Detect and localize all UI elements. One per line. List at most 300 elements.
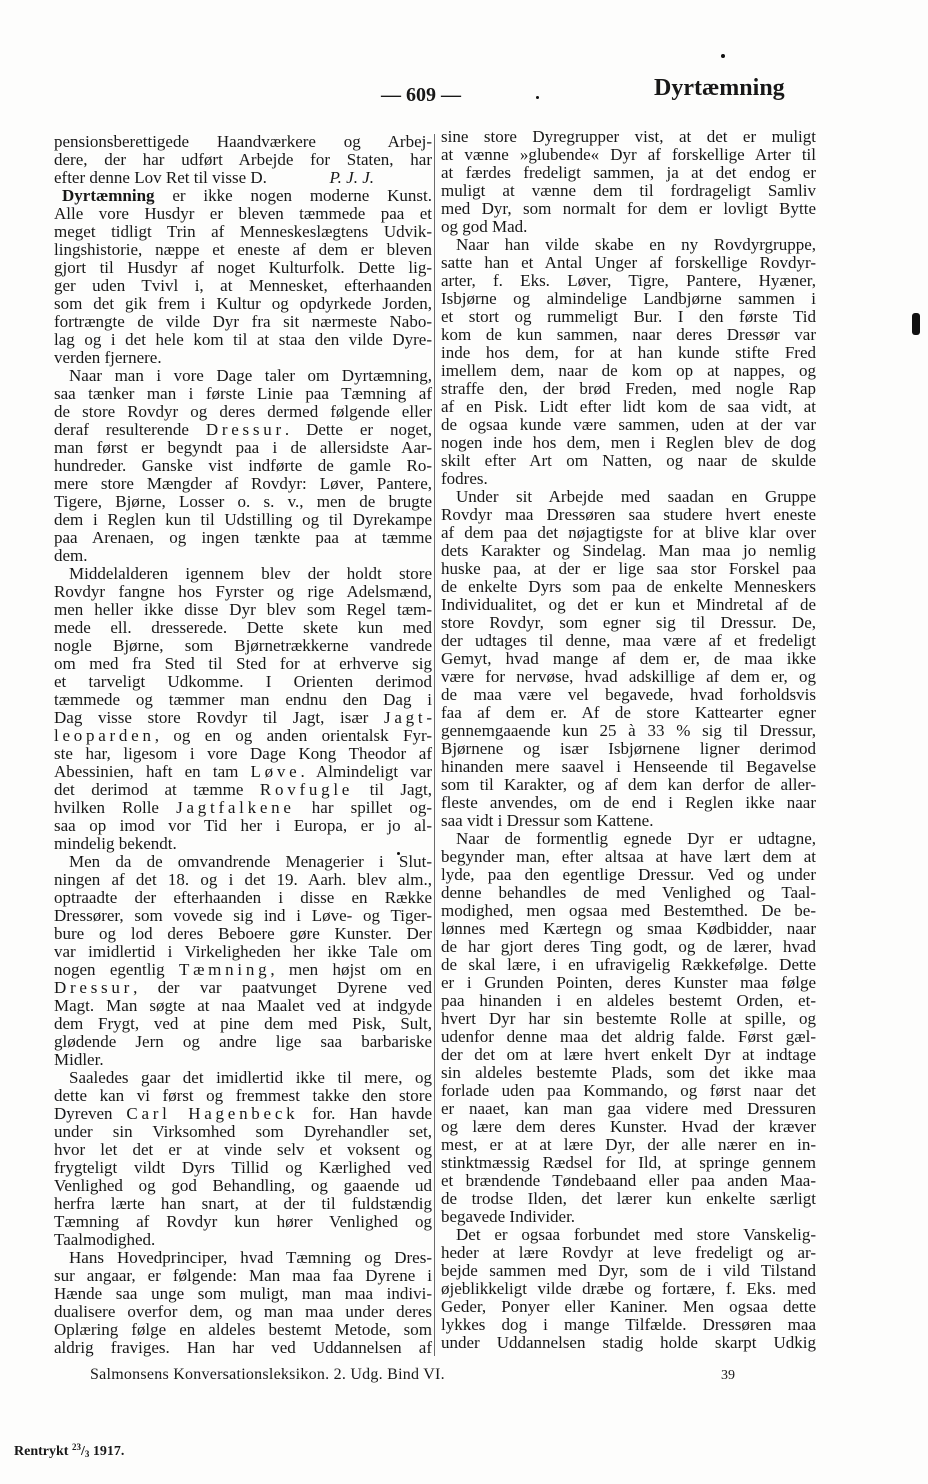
text-line xyxy=(441,578,816,596)
text-run: lønnes med Kærtegn og smaa Kødbidder, naar xyxy=(441,919,816,938)
paragraph xyxy=(54,1249,432,1357)
text-line xyxy=(441,632,816,650)
text-run: dem Frygt, ved at pine dem med Pisk, Sult, xyxy=(54,1014,432,1033)
text-line xyxy=(54,637,432,655)
text-run: imellem dem, naar de kom op at nappes, og xyxy=(441,361,816,380)
text-line xyxy=(54,907,432,925)
text-run: denne behandles de med Venlighed og Taal- xyxy=(441,883,816,902)
text-line xyxy=(54,853,432,871)
text-run: lyde, paa den egentlige Dressur. Ved og under xyxy=(441,865,816,884)
text-run: nogen inde hos dem, men i Reglen blev de dog xyxy=(441,433,816,452)
text-line xyxy=(441,1136,816,1154)
text-run: Dressører, som vovede sig ind i Løve- og Tiger- xyxy=(54,906,432,925)
text-run: under sin Virksomhed som Dyrehandler set, xyxy=(54,1122,432,1141)
text-run: et brændende Tøndebaand eller paa anden Maa- xyxy=(441,1171,816,1190)
spaced-emphasis: Jagtfalkene xyxy=(176,798,295,817)
text-run: til Jagt, xyxy=(353,780,432,799)
text-run: være for nervøse, hvad adskillige af dem er, og xyxy=(441,667,816,686)
paragraph xyxy=(54,1069,432,1249)
text-line xyxy=(441,812,816,830)
text-line xyxy=(54,1177,432,1195)
text-run: Men da de omvandrende Menagerier i Slut- xyxy=(69,852,432,871)
text-line xyxy=(441,398,816,416)
text-run: Middelalderen igennem blev der holdt store xyxy=(69,564,432,583)
text-run: Gemyt, hvad mange af dem er, de maa ikke xyxy=(441,649,816,668)
text-run: arter, f. Eks. Løver, Tigre, Pantere, Hyæner, xyxy=(441,271,816,290)
text-line xyxy=(54,763,432,781)
text-run: Det er ogsaa forbundet med store Vanskelig- xyxy=(456,1225,816,1244)
text-line xyxy=(441,740,816,758)
text-run: det derimod at tæmme xyxy=(54,780,260,799)
text-run: Taalmodighed. xyxy=(54,1230,156,1249)
text-line xyxy=(54,367,432,385)
text-line xyxy=(441,1244,816,1262)
text-run: hundreder. Ganske vist indførte de gamle Ro- xyxy=(54,456,432,475)
text-run: og god Mad. xyxy=(441,217,528,236)
text-run: ger uden Tvivl i, at Mennesket, efterhaanden xyxy=(54,276,432,295)
text-run: begavede Individer. xyxy=(441,1207,576,1226)
text-line xyxy=(54,529,432,547)
text-run: hvilken Rolle xyxy=(54,798,177,817)
text-run: Under sit Arbejde med saadan en Gruppe xyxy=(456,487,816,506)
text-line xyxy=(441,1316,816,1334)
text-run: Naar de formentlig egnede Dyr er udtagne, xyxy=(456,829,816,848)
text-run: de maa være vel begavede, hvad forholdsvis xyxy=(441,685,816,704)
text-line xyxy=(441,524,816,542)
text-line xyxy=(441,1334,816,1352)
text-run: skilt efter Art om Natten, og naar de skulde xyxy=(441,451,816,470)
text-run: Tigere, Bjørne, Losser o. s. v., men de brugte xyxy=(54,492,432,511)
text-line xyxy=(441,866,816,884)
text-line xyxy=(441,1298,816,1316)
text-line xyxy=(441,884,816,902)
text-run: pensionsberettigede Haandværkere og Arbej- xyxy=(54,132,432,151)
text-line xyxy=(441,380,816,398)
text-line xyxy=(441,542,816,560)
text-run: faa af dem er. Af de store Kattearter egner xyxy=(441,703,816,722)
text-line xyxy=(441,128,816,146)
text-line xyxy=(54,457,432,475)
text-line xyxy=(54,943,432,961)
text-run: Tæmning af Rovdyr kun hører Venlighed og xyxy=(54,1212,432,1231)
paragraph xyxy=(441,128,816,236)
paragraph xyxy=(54,187,432,367)
text-line xyxy=(441,218,816,236)
text-run: ningen af det 18. og i det 19. Aarh. blev alm., xyxy=(54,870,432,889)
text-run: Geder, Ponyer eller Kaniner. Men ogsaa dette xyxy=(441,1297,816,1316)
spaced-emphasis: Jagt xyxy=(383,708,427,727)
text-run: dets Karakter og Sindelag. Man maa jo nemlig xyxy=(441,541,816,560)
text-run: - xyxy=(426,708,432,727)
text-line xyxy=(54,709,432,727)
text-run: Oplæring følge en aldeles bestemt Metode, som xyxy=(54,1320,432,1339)
text-line xyxy=(441,560,816,578)
text-run: paa hinanden i en aldeles bestemt Orden, et- xyxy=(441,991,816,1010)
text-line xyxy=(441,434,816,452)
text-run: under Uddannelsen stadig holde skarpt Udkig xyxy=(441,1333,816,1352)
text-line xyxy=(54,331,432,349)
text-run: lag og i det hele kom til at staa den vilde Dyre- xyxy=(54,330,432,349)
text-line xyxy=(54,493,432,511)
text-run: lykkes dog i mange Tilfælde. Dressøren maa xyxy=(441,1315,816,1334)
text-run: Rovdyr fangne hos Fyrster og rige Adelsmænd, xyxy=(54,582,432,601)
text-line xyxy=(441,1028,816,1046)
text-run: mest, er at at lære Dyr, der alle nærer en in- xyxy=(441,1135,816,1154)
text-line xyxy=(441,488,816,506)
text-run: mede ell. dresserede. Dette skete kun med xyxy=(54,618,432,637)
text-run: . Dette er noget, xyxy=(284,420,432,439)
text-run: de trodse Ilden, det lærer kun enkelte særligt xyxy=(441,1189,816,1208)
text-run: begynder man, efter altsaa at have lært dem at xyxy=(441,847,816,866)
spaced-emphasis: Dressur xyxy=(54,978,134,997)
text-run: glødende Jern og andre lige saa barbariske xyxy=(54,1032,432,1051)
text-line xyxy=(441,470,816,488)
text-run: de skal lære, i en ufravigelig Rækkefølge. Dette xyxy=(441,955,816,974)
text-run: deraf resulterende xyxy=(54,420,206,439)
sheet-number: 39 xyxy=(721,1368,735,1383)
text-line xyxy=(54,205,432,223)
text-line xyxy=(441,848,816,866)
text-line xyxy=(54,997,432,1015)
text-run: satte han et Antal Unger af forskellige Rovdyr- xyxy=(441,253,816,272)
text-run: udenfor denne maa det aldrig falde. Først gæl- xyxy=(441,1027,816,1046)
text-line xyxy=(54,277,432,295)
text-run: der udtages til denne, maa være af et fredeligt xyxy=(441,631,816,650)
text-run: at færdes fredeligt sammen, ja at det endog er xyxy=(441,163,816,182)
text-line xyxy=(54,169,432,187)
text-run: dette kan vi først og fremmest takke den store xyxy=(54,1086,432,1105)
text-line xyxy=(54,691,432,709)
text-run: var imidlertid i Virkeligheden her ikke Tale om xyxy=(54,942,432,961)
text-run: gennemgaaende kun 25 à 33 % sig til Dressur, xyxy=(441,721,816,740)
text-line xyxy=(54,1105,432,1123)
text-line xyxy=(441,1226,816,1244)
text-line xyxy=(441,1118,816,1136)
headword: Dyrtæmning xyxy=(62,186,155,205)
text-line xyxy=(441,236,816,254)
paragraph xyxy=(54,565,432,853)
text-line xyxy=(54,817,432,835)
text-run: sine store Dyregrupper vist, at det er muligt xyxy=(441,127,816,146)
text-run: fodres. xyxy=(441,469,488,488)
text-run: heder at lære Rovdyr at leve fredeligt og ar- xyxy=(441,1243,816,1262)
text-line xyxy=(54,961,432,979)
text-run: , og en og anden orientalsk Fyr- xyxy=(154,726,432,745)
text-run: Abessinien, haft en tam xyxy=(54,762,251,781)
text-line xyxy=(54,403,432,421)
paragraph xyxy=(441,236,816,488)
text-run: bure og lod deres Beboere gøre Kunster. Der xyxy=(54,924,432,943)
text-line xyxy=(54,1087,432,1105)
reprint-year: 1917. xyxy=(92,1444,125,1459)
text-line xyxy=(54,187,432,205)
paragraph xyxy=(54,133,432,187)
text-line xyxy=(54,439,432,457)
spaced-emphasis: Carl Hagenbeck xyxy=(126,1104,299,1123)
text-line xyxy=(441,254,816,272)
text-line xyxy=(441,686,816,704)
text-run: om med fra Sted til Sted for at erhverve sig xyxy=(54,654,432,673)
text-run: dem i Reglen kun til Udstilling og til Dyrekampe xyxy=(54,510,432,529)
text-line xyxy=(54,1015,432,1033)
text-run: Rovdyr maa Dressøren saa studere hvert eneste xyxy=(441,505,816,524)
text-run: med Dyr, som normalt for dem er lovligt Bytte xyxy=(441,199,816,218)
text-line xyxy=(441,938,816,956)
reprint-separator: / xyxy=(80,1444,85,1459)
text-line xyxy=(441,1280,816,1298)
text-run: huske paa, at der er lige saa stor Forskel paa xyxy=(441,559,816,578)
text-run: straffe den, der brød Freden, med nogle Rap xyxy=(441,379,816,398)
text-run: Midler. xyxy=(54,1050,104,1069)
text-line xyxy=(54,547,432,565)
text-line xyxy=(441,794,816,812)
spaced-emphasis: Dressur xyxy=(205,420,285,439)
text-line xyxy=(54,349,432,367)
text-line xyxy=(54,673,432,691)
text-line xyxy=(54,421,432,439)
text-run: har spillet og- xyxy=(294,798,432,817)
text-run: lingshistorie, næppe et eneste af dem er bleven xyxy=(54,240,432,259)
text-line xyxy=(54,151,432,169)
text-line xyxy=(441,614,816,632)
text-line xyxy=(54,619,432,637)
paragraph xyxy=(54,367,432,565)
text-line xyxy=(54,835,432,853)
text-run: der det om at lære hvert enkelt Dyr at indtage xyxy=(441,1045,816,1064)
text-run: nogle Bjørne, som Bjørnetrækkerne vandrede xyxy=(54,636,432,655)
text-line xyxy=(54,1123,432,1141)
left-column xyxy=(54,133,432,1357)
text-run: aldrig fraviges. Han har ved Uddannelsen af xyxy=(54,1338,432,1357)
text-line xyxy=(441,1064,816,1082)
text-line xyxy=(441,974,816,992)
text-run: Isbjørne og almindelige Landbjørne sammen i xyxy=(441,289,816,308)
text-line xyxy=(441,1262,816,1280)
text-run: saa tænker man i første Linie paa Tæmning af xyxy=(54,384,432,403)
text-line xyxy=(441,776,816,794)
text-run: herfra lærte han snart, at der til fuldstændig xyxy=(54,1194,432,1213)
spaced-emphasis: Løve xyxy=(250,762,301,781)
text-line xyxy=(54,241,432,259)
text-run: gjort til Husdyr af noget Kulturfolk. Dette lig- xyxy=(54,258,432,277)
text-line xyxy=(54,1051,432,1069)
paragraph xyxy=(441,1226,816,1352)
text-run: optraadte der efterhaanden i disse en Række xyxy=(54,888,432,907)
text-line xyxy=(441,1082,816,1100)
text-run: de enkelte Dyrs som paa de enkelte Menneskers xyxy=(441,577,816,596)
text-line xyxy=(441,1208,816,1226)
text-run: Magt. Man søgte at naa Maalet ved at indgyde xyxy=(54,996,432,1015)
text-line xyxy=(441,668,816,686)
text-run: , der var paatvunget Dyrene ved xyxy=(133,978,432,997)
text-run: Hænde saa unge som muligt, man maa indivi- xyxy=(54,1284,432,1303)
text-line xyxy=(54,1213,432,1231)
text-line xyxy=(441,596,816,614)
text-run: Naar man i vore Dage taler om Dyrtæmning, xyxy=(69,366,432,385)
column-divider xyxy=(434,134,435,1356)
text-line xyxy=(54,511,432,529)
text-run: inde hos dem, for at han kunde stifte Fred xyxy=(441,343,816,362)
text-line xyxy=(54,1303,432,1321)
paragraph xyxy=(54,853,432,1069)
scan-speck xyxy=(721,54,725,58)
text-line xyxy=(54,1285,432,1303)
text-line xyxy=(441,344,816,362)
text-run: og lære dem deres Kunster. Hvad der kræver xyxy=(441,1117,816,1136)
text-line xyxy=(441,830,816,848)
text-line xyxy=(441,902,816,920)
text-line xyxy=(441,164,816,182)
spaced-emphasis: leoparden xyxy=(54,726,155,745)
text-line xyxy=(441,452,816,470)
text-run: bejde sammen med Dyr, som de i vild Tilstand xyxy=(441,1261,816,1280)
publication-footer: Salmonsens Konversationsleksikon. 2. Udg. Bind VI. xyxy=(90,1366,445,1383)
text-run: tæmmede og tæmmer man endnu den Dag i xyxy=(54,690,432,709)
text-line xyxy=(54,799,432,817)
text-run: de store Rovdyr og deres dermed følgende eller xyxy=(54,402,432,421)
text-line xyxy=(441,650,816,668)
text-run: af dem paa det nøjagtigste for at blive klar over xyxy=(441,523,816,542)
text-line xyxy=(54,1231,432,1249)
text-run: verden fjernere. xyxy=(54,348,162,367)
text-run: Individualitet, og det er kun et Mindretal af de xyxy=(441,595,816,614)
text-run: meget tidligt Trin af Menneskeslægtens Udvik- xyxy=(54,222,432,241)
reprint-label: Rentrykt xyxy=(14,1444,69,1459)
text-run: ste har, ligesom i vore Dage Kong Theodor af xyxy=(54,744,432,763)
text-line xyxy=(441,326,816,344)
text-run: hinanden mere saavel i Henseende til Begavelse xyxy=(441,757,816,776)
text-line xyxy=(54,745,432,763)
text-line xyxy=(441,416,816,434)
text-line xyxy=(441,506,816,524)
text-run: Alle vore Husdyr er bleven tæmmede paa et xyxy=(54,204,432,223)
text-line xyxy=(54,583,432,601)
page-number: — 609 — xyxy=(381,84,461,106)
text-line xyxy=(441,308,816,326)
text-line xyxy=(54,313,432,331)
spaced-emphasis: Tæmning xyxy=(178,960,271,979)
text-line xyxy=(54,259,432,277)
text-run: er naaet, kan man gaa videre med Dressuren xyxy=(441,1099,816,1118)
scan-speck xyxy=(536,96,539,99)
text-run: Naar han vilde skabe en ny Rovdyrgruppe, xyxy=(456,235,816,254)
text-run: . Almindeligt var xyxy=(300,762,433,781)
text-run: som til Karakter, og af dem kan derfor de aller- xyxy=(441,775,816,794)
text-run: dere, der har udført Arbejde for Staten, har xyxy=(54,150,432,169)
text-line xyxy=(54,1267,432,1285)
text-line xyxy=(441,758,816,776)
text-line xyxy=(54,1033,432,1051)
text-line xyxy=(441,290,816,308)
text-line xyxy=(54,727,432,745)
text-line xyxy=(54,1141,432,1159)
text-line xyxy=(54,565,432,583)
text-line xyxy=(441,992,816,1010)
text-run: mindelig bekendt. xyxy=(54,834,177,853)
text-line xyxy=(441,1172,816,1190)
text-line xyxy=(441,1190,816,1208)
text-run: Hans Hovedprinciper, hvad Tæmning og Dres- xyxy=(69,1248,432,1267)
text-run: et stort og rummeligt Bur. I den første Tid xyxy=(441,307,816,326)
text-run: muligt at vænne dem til fordrageligt Samliv xyxy=(441,181,816,200)
text-line xyxy=(441,704,816,722)
text-line xyxy=(54,1195,432,1213)
paragraph xyxy=(441,488,816,830)
text-run: Saaledes gaar det imidlertid ikke til mere, og xyxy=(69,1068,432,1087)
text-run: hvert Dyr har sin bestemte Rolle at spille, og xyxy=(441,1009,816,1028)
text-run: de ogsaa kunde være sammen, uden at der var xyxy=(441,415,816,434)
text-run: nogen egentlig xyxy=(54,960,179,979)
text-run: et tarveligt Udkomme. I Orienten derimod xyxy=(54,672,432,691)
text-run: er ikke nogen moderne Kunst. xyxy=(154,186,432,205)
text-run: er i Grunden Pointen, deres Kunster maa følge xyxy=(441,973,816,992)
text-run: frygteligt vildt Dyrs Tillid og Kærlighed ved xyxy=(54,1158,432,1177)
text-line xyxy=(54,1159,432,1177)
scan-edge-mark xyxy=(912,313,920,335)
text-line xyxy=(441,1010,816,1028)
text-run: sin aldeles bestemte Plads, som det ikke maa xyxy=(441,1063,816,1082)
text-line xyxy=(441,722,816,740)
text-run: efter denne Lov Ret til visse D. xyxy=(54,168,267,187)
text-run: saa vidt i Dressur som Kattene. xyxy=(441,811,654,830)
text-run: man først er begyndt paa i de allersidste Aar- xyxy=(54,438,432,457)
author-signature: P. J. J. xyxy=(329,168,374,187)
spaced-emphasis: Rovfugle xyxy=(259,780,354,799)
text-run: Venlighed og god Behandling, og gaaende ud xyxy=(54,1176,432,1195)
text-run: dualisere overfor dem, og man maa under deres xyxy=(54,1302,432,1321)
text-run: fleste anvendes, om de end i Reglen ikke naar xyxy=(441,793,816,812)
text-line xyxy=(54,781,432,799)
text-run: modighed, men ogsaa med Bestemthed. De be- xyxy=(441,901,816,920)
text-line xyxy=(54,1249,432,1267)
text-line xyxy=(54,889,432,907)
text-line xyxy=(54,925,432,943)
reprint-day: 23 xyxy=(71,1442,81,1452)
text-run: store Rovdyr, som egner sig til Dressur. De, xyxy=(441,613,816,632)
text-run: Bjørnene og især Isbjørnene ligner derimod xyxy=(441,739,816,758)
text-line xyxy=(441,1046,816,1064)
text-run: hvor let det er at vinde selv et voksent og xyxy=(54,1140,432,1159)
text-line xyxy=(441,362,816,380)
text-line xyxy=(54,295,432,313)
text-run: mere store Mængder af Rovdyr: Løver, Pantere, xyxy=(54,474,432,493)
text-line xyxy=(441,1154,816,1172)
paragraph xyxy=(441,830,816,1226)
text-run: øjeblikkeligt vilde dræbe og fortære, f. Eks. med xyxy=(441,1279,816,1298)
text-run: , men højst om en xyxy=(270,960,432,979)
text-run: de har gjort deres Ting godt, og de lærer, hvad xyxy=(441,937,816,956)
text-run: kom de kun sammen, naar deres Dressør var xyxy=(441,325,816,344)
text-run: for. Han havde xyxy=(298,1104,432,1123)
text-line xyxy=(441,956,816,974)
text-line xyxy=(441,146,816,164)
reprint-month: 3 xyxy=(84,1449,90,1459)
text-run: at vænne »glubende« Dyr af forskellige Arter til xyxy=(441,145,816,164)
text-run: som det gik frem i Kultur og opdyrkede Jorden, xyxy=(54,294,432,313)
text-line xyxy=(54,133,432,151)
text-run: Dag visse store Rovdyr til Jagt, især xyxy=(54,708,384,727)
text-line xyxy=(441,182,816,200)
text-line xyxy=(441,920,816,938)
text-line xyxy=(54,655,432,673)
text-line xyxy=(441,200,816,218)
text-line xyxy=(54,871,432,889)
text-run: Dyreven xyxy=(54,1104,127,1123)
text-line xyxy=(54,1339,432,1357)
text-run: paa Arenaen, og ingen tænkte paa at tæmme xyxy=(54,528,432,547)
text-line xyxy=(441,272,816,290)
text-run: sur angaar, er følgende: Man maa faa Dyrene i xyxy=(54,1266,432,1285)
